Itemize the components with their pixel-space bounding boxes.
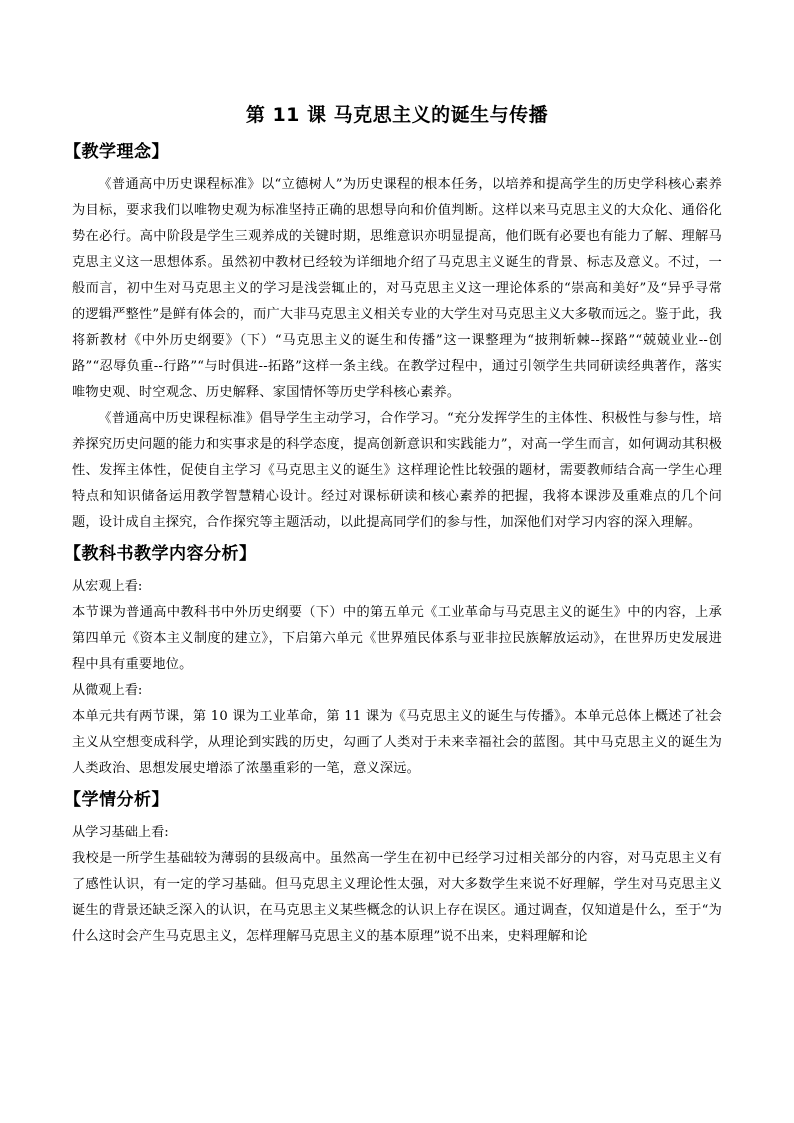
section-heading-student-analysis: 【学情分析】 (64, 790, 169, 810)
document-page (64, 100, 722, 950)
macro-view-label: 从宏观上看: (72, 579, 143, 594)
learning-basis-text: 我校是一所学生基础较为薄弱的县级高中。虽然高一学生在初中已经学习过相关部分的内容，对马克思主义有了感性认识，有一定的学习基础。但马克思主义理论性太强，对大多数学生来说不好理解，学生对马克思主义诞生的背景还缺乏深入的认识，在马克思主义某些概念的认识上存在误区。通过调查，仅知道是什么，至于“为什么这时会产生马克思主义，怎样理解马克思主义的基本原理”说不出来，史料理解和论 (72, 851, 722, 944)
paragraph-philosophy-2: 《普通高中历史课程标准》倡导学生主动学习，合作学习。“充分发挥学生的主体性、积极性与参与性，培养探究历史问题的能力和实事求是的科学态度，提高创新意识和实践能力”，对高一学生而言，如何调动其积极性、发挥主体性，促使自主学习《马克思主义的诞生》这样理论性比较强的题材，需要教师结合高一学生心理特点和知识储备运用教学智慧精心设计。经过对课标研读和核心素养的把握，我将本课涉及重难点的几个问题，设计成自主探究，合作探究等主题活动，以此提高同学们的参与性，加深他们对学习内容的深入理解。 (72, 411, 722, 530)
micro-view-text: 本单元共有两节课，第 10 课为工业革命，第 11 课为《马克思主义的诞生与传播》。本单元总体上概述了社会主义从空想变成科学，从理论到实践的历史，勾画了人类对于未来幸福社会的蓝图。其中马克思主义的诞生为人类政治、思想发展史增添了浓墨重彩的一笔，意义深远。 (72, 709, 722, 776)
micro-view-label: 从微观上看: (72, 683, 143, 698)
macro-view-text: 本节课为普通高中教科书中外历史纲要（下）中的第五单元《工业革命与马克思主义的诞生》中的内容，上承第四单元《资本主义制度的建立》，下启第六单元《世界殖民体系与亚非拉民族解放运动》，在世界历史发展进程中具有重要地位。 (72, 605, 722, 672)
section-heading-textbook-analysis: 【教科书教学内容分析】 (64, 544, 257, 564)
paragraph-philosophy-1: 《普通高中历史课程标准》以“立德树人”为历史课程的根本任务，以培养和提高学生的历史学科核心素养为目标，要求我们以唯物史观为标准坚持正确的思想导向和价值判断。这样以来马克思主义的大众化、通俗化势在必行。高中阶段是学生三观养成的关键时期，思维意识亦明显提高，他们既有必要也有能力了解、理解马克思主义这一思想体系。虽然初中教材已经较为详细地介绍了马克思主义诞生的背景、标志及意义。不过，一般而言，初中生对马克思主义的学习是浅尝辄止的，对马克思主义这一理论体系的“崇高和美好”及“异乎寻常的逻辑严整性”是鲜有体会的，而广大非马克思主义相关专业的大学生对马克思主义大多敬而远之。鉴于此，我将新教材《中外历史纲要》（下）“马克思主义的诞生和传播”这一课整理为“披荆斩棘--探路”“兢兢业业--创路”“忍辱负重--行路”“与时俱进--拓路”这样一条主线。在教学过程中，通过引领学生共同研读经典著作，落实唯物史观、时空观念、历史解释、家国情怀等历史学科核心素养。 (72, 177, 722, 400)
lesson-title: 第 11 课 马克思主义的诞生与传播 (245, 104, 549, 126)
section-heading-teaching-philosophy: 【教学理念】 (64, 142, 169, 162)
learning-basis-label: 从学习基础上看: (72, 825, 169, 840)
